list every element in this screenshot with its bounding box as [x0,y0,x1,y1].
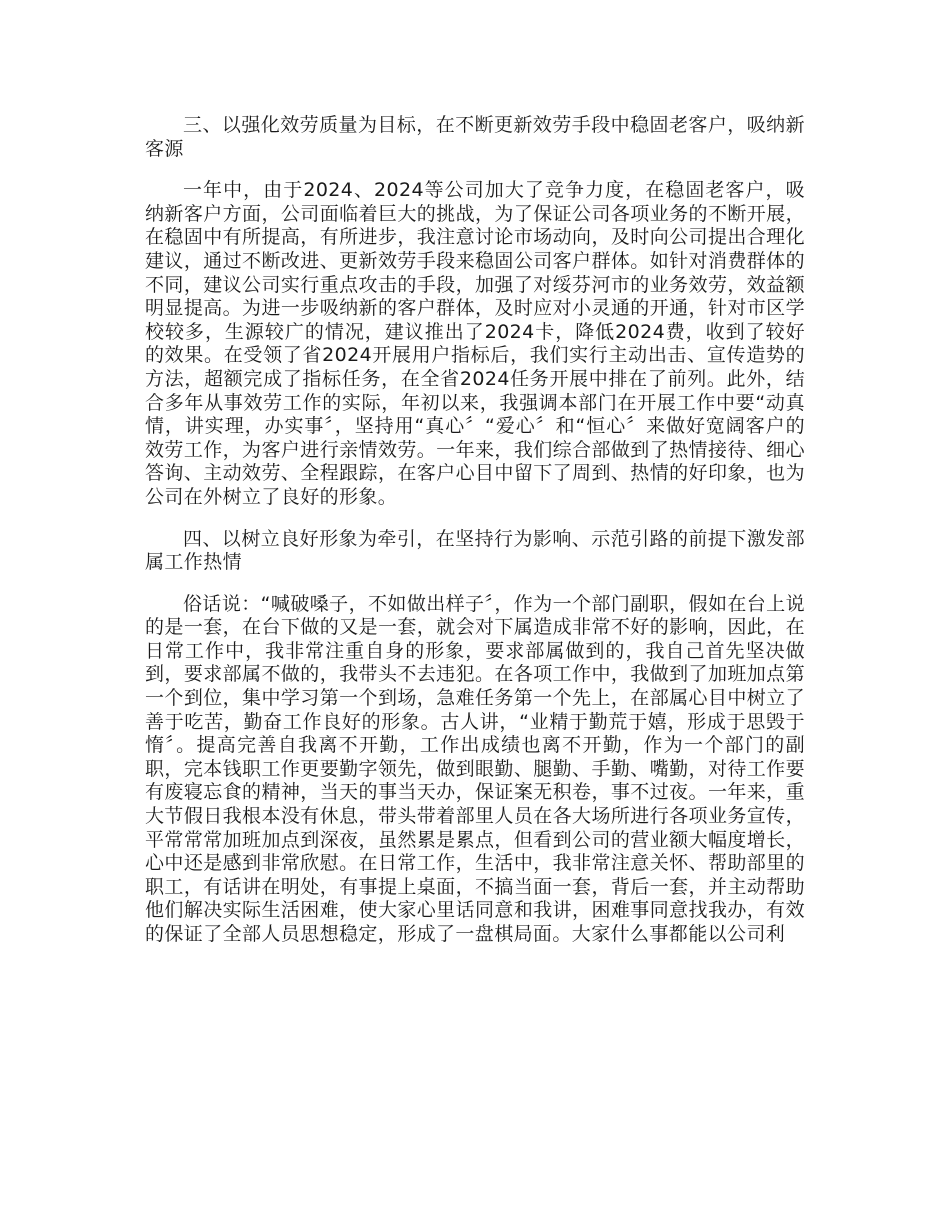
body-paragraph: 一年中，由于2024、2024等公司加大了竞争力度，在稳固老客户，吸纳新客户方面，公司面临着巨大的挑战，为了保证公司各项业务的不断开展，在稳固中有所提高，有所进步，我注意讨论市场动向，及时向公司提出合理化建议，通过不断改进、更新效劳手段来稳固公司客户群体。如针对消费群体的不同，建议公司实行重点攻击的手段，加强了对绥芬河市的业务效劳，效益额明显提高。为进一步吸纳新的客户群体，及时应对小灵通的开通，针对市区学校较多，生源较广的情况，建议推出了2024卡，降低2024费，收到了较好的效果。在受领了省2024开展用户指标后，我们实行主动出击、宣传造势的方法，超额完成了指标任务，在全省2024任务开展中排在了前列。此外，结合多年从事效劳工作的实际，年初以来，我强调本部门在开展工作中要“动真情，讲实理，办实事〞，坚持用“真心〞“爱心〞和“恒心〞来做好宽阔客户的效劳工作，为客户进行亲情效劳。一年来，我们综合部做到了热情接待、细心答询、主动效劳、全程跟踪，在客户心目中留下了周到、热情的好印象，也为公司在外树立了良好的形象。 [145,179,805,508]
section-heading-3: 三、以强化效劳质量为目标，在不断更新效劳手段中稳固老客户，吸纳新客源 [145,114,805,160]
section-heading-4: 四、以树立良好形象为牵引，在坚持行为影响、示范引路的前提下激发部属工作热情 [145,527,805,574]
document-body [145,114,805,965]
body-paragraph: 俗话说：“喊破嗓子，不如做出样子〞，作为一个部门副职，假如在台上说的是一套，在台下做的又是一套，就会对下属造成非常不好的影响，因此，在日常工作中，我非常注重自身的形象，要求部属做到的，我自己首先坚决做到，要求部属不做的，我带头不去违犯。在各项工作中，我做到了加班加点第一个到位，集中学习第一个到场，急难任务第一个先上，在部属心目中树立了善于吃苦，勤奋工作良好的形象。古人讲，“业精于勤荒于嬉，形成于思毁于惰〞。提高完善自我离不开勤，工作出成绩也离不开勤，作为一个部门的副职，完本钱职工作更要勤字领先，做到眼勤、腿勤、手勤、嘴勤，对待工作要有废寝忘食的精神，当天的事当天办，保证案无积卷，事不过夜。一年来，重大节假日我根本没有休息，带头带着部里人员在各大场所进行各项业务宣传，平常常常加班加点到深夜，虽然累是累点，但看到公司的营业额大幅度增长，心中还是感到非常欣慰。在日常工作，生活中，我非常注意关怀、帮助部里的职工，有话讲在明处，有事提上桌面，不搞当面一套，背后一套，并主动帮助他们解决实际生活困难，使大家心里话同意和我讲，困难事同意找我办，有效的保证了全部人员思想稳定，形成了一盘棋局面。大家什么事都能以公司利 [145,592,805,945]
